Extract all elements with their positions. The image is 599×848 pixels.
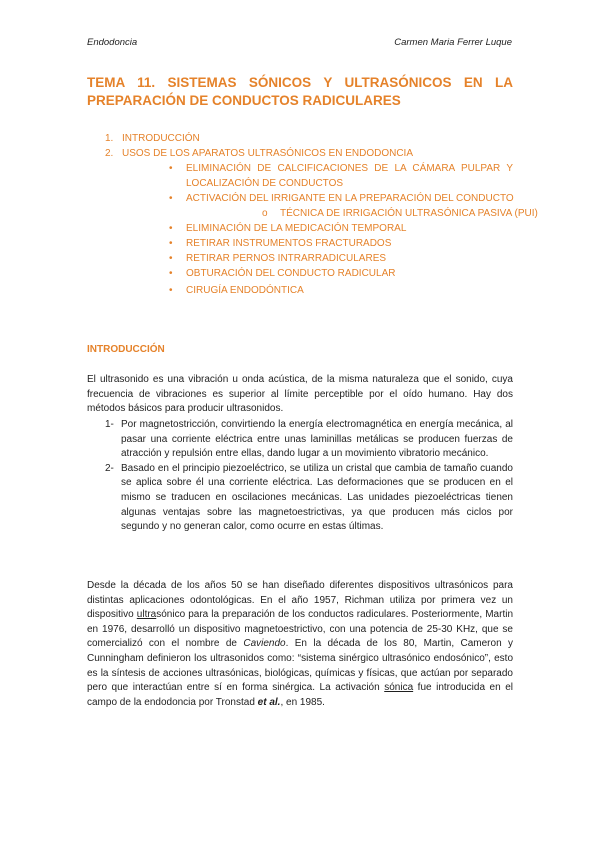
- list-number: 1-: [105, 419, 114, 430]
- toc-sublabel: ELIMINACIÓN DE CALCIFICACIONES DE LA CÁMARA PULPAR Y LOCALIZACIÓN DE CONDUCTOS: [186, 163, 513, 189]
- list-number: 2-: [105, 462, 114, 474]
- bullet-icon: •: [169, 193, 173, 204]
- toc-subsublabel: TÉCNICA DE IRRIGACIÓN ULTRASÓNICA PASIVA (PUI): [280, 208, 538, 219]
- underlined-term: sónica: [384, 682, 414, 694]
- list-text: Basado en el principio piezoeléctrico, se utiliza un cristal que cambia de tamaño cuando se aplica sobre él una corriente eléctrica. Las deformaciones que se producen en el mismo se traducen en oscilaciones mecánicas. Las unidades piezoeléctricas tienen algunas ventajas sobre las magnetoestrictivas, ya que producen más ciclos por segundo y no generan calor, como ocurre en estas últimas.: [121, 462, 513, 533]
- bullet-icon: •: [169, 163, 173, 174]
- list-text: Por magnetostricción, convirtiendo la energía electromagnética en energía mecánica, al pasar una corriente eléctrica entre unas laminillas metálicas se producen fuerzas de atracción y repulsión entre ellas, dando lugar a un movimiento vibratorio mecánico.: [121, 419, 513, 460]
- bullet-icon: •: [169, 268, 173, 279]
- history-paragraph: [87, 579, 513, 710]
- text-run: fue introducida en el campo de la endodoncia por Tronstad: [87, 682, 514, 708]
- method-list: [87, 418, 513, 535]
- toc-sublabel: CIRUGÍA ENDODÓNTICA: [186, 285, 304, 296]
- toc-number: 2.: [105, 148, 114, 159]
- list-item: [87, 418, 513, 462]
- underlined-term: ultra: [136, 609, 157, 621]
- section-heading: INTRODUCCIÓN: [87, 344, 165, 355]
- text-run: . En la década de los 80, Martin, Cameron y Cunningham definieron los ultrasonidos como: “sistema sinérgico ultrasónico endosónico”, esto es la síntesis de acciones ultrasónicas, biológicas, químicas y físicas, que actúan por separado pero que interactúan entre sí en forma sinérgica. La activación: [87, 638, 513, 694]
- bullet-icon: •: [169, 253, 173, 264]
- list-item: [87, 462, 513, 535]
- bullet-icon: •: [169, 223, 173, 234]
- text-run: , en 1985.: [280, 696, 325, 708]
- header-subject: Endodoncia: [87, 37, 138, 48]
- toc-number: 1.: [105, 133, 114, 144]
- page-title: TEMA 11. SISTEMAS SÓNICOS Y ULTRASÓNICOS EN LA PREPARACIÓN DE CONDUCTOS RADICULARES: [87, 75, 513, 108]
- citation-etal: et al.: [257, 696, 281, 708]
- bullet-icon: •: [169, 238, 173, 249]
- bullet-icon: •: [169, 285, 173, 296]
- toc-label: INTRODUCCIÓN: [122, 133, 200, 144]
- circle-bullet-icon: o: [262, 208, 268, 219]
- toc-sublabel: ACTIVACIÓN DEL IRRIGANTE EN LA PREPARACIÓN DEL CONDUCTO: [186, 193, 514, 204]
- toc-sublabel: RETIRAR INSTRUMENTOS FRACTURADOS: [186, 238, 392, 249]
- header-author: Carmen Maria Ferrer Luque: [394, 37, 512, 48]
- toc-sublabel: OBTURACIÓN DEL CONDUCTO RADICULAR: [186, 268, 396, 279]
- toc-label: USOS DE LOS APARATOS ULTRASÓNICOS EN ENDODONCIA: [122, 148, 413, 159]
- text-run: sónico para la preparación de los conductos radiculares. Posteriormente, Martin en 1976, desarrolló un dispositivo magnetoestrictivo, con una potencia de 25-30 KHz, que se comercializó con el nombre de: [87, 609, 514, 650]
- toc-sublabel: RETIRAR PERNOS INTRARRADICULARES: [186, 253, 387, 264]
- product-name: Caviendo: [243, 638, 286, 650]
- toc-sublabel: ELIMINACIÓN DE LA MEDICACIÓN TEMPORAL: [186, 223, 407, 234]
- text-run: Desde la década de los años 50 se han diseñado diferentes dispositivos ultrasónicos para distintas aplicaciones odontológicas. En el año 1957, Richman utiliza por primera vez un dispositivo: [87, 580, 513, 621]
- intro-paragraph: El ultrasonido es una vibración u onda acústica, de la misma naturaleza que el sonido, cuya frecuencia de vibraciones es superior al límite perceptible por el oído humano. Hay dos métodos básicos para producir ultrasonidos.: [87, 374, 513, 415]
